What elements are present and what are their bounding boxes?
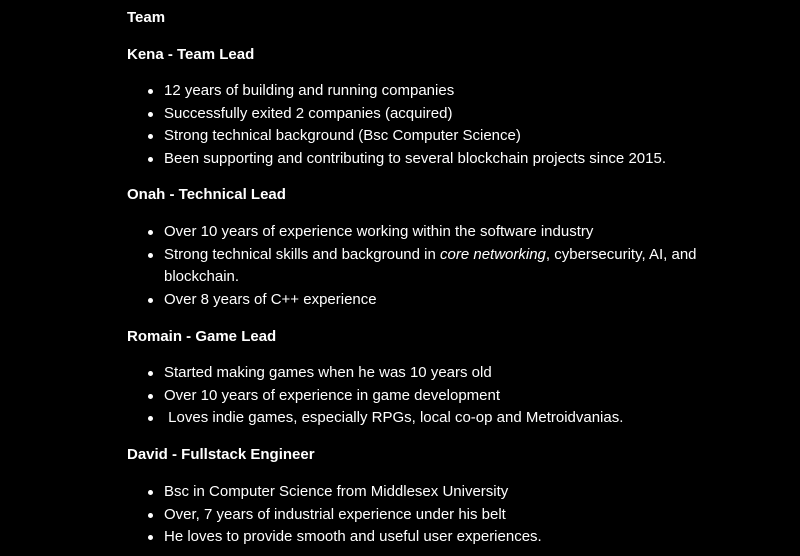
member-bullets-david bbox=[127, 481, 727, 549]
member-heading-kena: Kena - Team Lead bbox=[127, 46, 255, 63]
bullet-dot-icon bbox=[148, 134, 153, 139]
list-item bbox=[127, 504, 727, 527]
member-heading-david: David - Fullstack Engineer bbox=[127, 446, 315, 463]
bullet-text-after: , cybersecurity, AI, and blockchain. bbox=[164, 245, 697, 285]
bullet-dot-icon bbox=[148, 416, 153, 421]
bullet-dot-icon bbox=[148, 89, 153, 94]
bullet-text: Started making games when he was 10 years old bbox=[164, 364, 492, 381]
bullet-text: Over 10 years of experience working within the software industry bbox=[164, 223, 594, 240]
list-item bbox=[127, 407, 727, 430]
bullet-dot-icon bbox=[148, 490, 153, 495]
list-item bbox=[127, 148, 727, 171]
bullet-text: Bsc in Computer Science from Middlesex University bbox=[164, 483, 509, 500]
member-bullets-onah bbox=[127, 221, 727, 311]
list-item bbox=[127, 481, 727, 504]
bullet-dot-icon bbox=[148, 230, 153, 235]
list-item bbox=[127, 244, 727, 289]
list-item bbox=[127, 125, 727, 148]
list-item bbox=[127, 362, 727, 385]
bullet-dot-icon bbox=[148, 157, 153, 162]
bullet-text: Over 8 years of C++ experience bbox=[164, 290, 377, 308]
list-item bbox=[127, 103, 727, 126]
bullet-text: Been supporting and contributing to several blockchain projects since 2015. bbox=[164, 149, 666, 167]
bullet-dot-icon bbox=[148, 371, 153, 376]
list-item bbox=[127, 80, 727, 103]
bullet-text: Loves indie games, especially RPGs, local co-op and Metroidvanias. bbox=[164, 409, 624, 426]
bullet-dot-icon bbox=[148, 112, 153, 117]
bullet-text-before: Strong technical skills and background in bbox=[164, 245, 440, 263]
bullet-dot-icon bbox=[148, 298, 153, 303]
bullet-dot-icon bbox=[148, 535, 153, 540]
list-item bbox=[127, 385, 727, 408]
bullet-dot-icon bbox=[148, 513, 153, 518]
bullet-text-emphasis: core networking bbox=[440, 245, 546, 263]
member-heading-onah: Onah - Technical Lead bbox=[127, 186, 286, 203]
list-item bbox=[127, 526, 727, 549]
member-heading-romain: Romain - Game Lead bbox=[127, 328, 277, 345]
bullet-text: Over 10 years of experience in game development bbox=[164, 386, 501, 404]
bullet-text: Successfully exited 2 companies (acquired) bbox=[164, 104, 453, 122]
bullet-text: Over, 7 years of industrial experience under his belt bbox=[164, 505, 506, 523]
list-item bbox=[127, 221, 727, 244]
bullet-dot-icon bbox=[148, 253, 153, 258]
bullet-dot-icon bbox=[148, 394, 153, 399]
list-item bbox=[127, 289, 727, 312]
bullet-text: 12 years of building and running companies bbox=[164, 82, 455, 99]
member-bullets-romain bbox=[127, 362, 727, 430]
bullet-text: Strong technical background (Bsc Computer Science) bbox=[164, 127, 521, 144]
bullet-text: He loves to provide smooth and useful user experiences. bbox=[164, 528, 542, 545]
member-bullets-kena bbox=[127, 80, 727, 170]
team-title: Team bbox=[127, 9, 166, 26]
